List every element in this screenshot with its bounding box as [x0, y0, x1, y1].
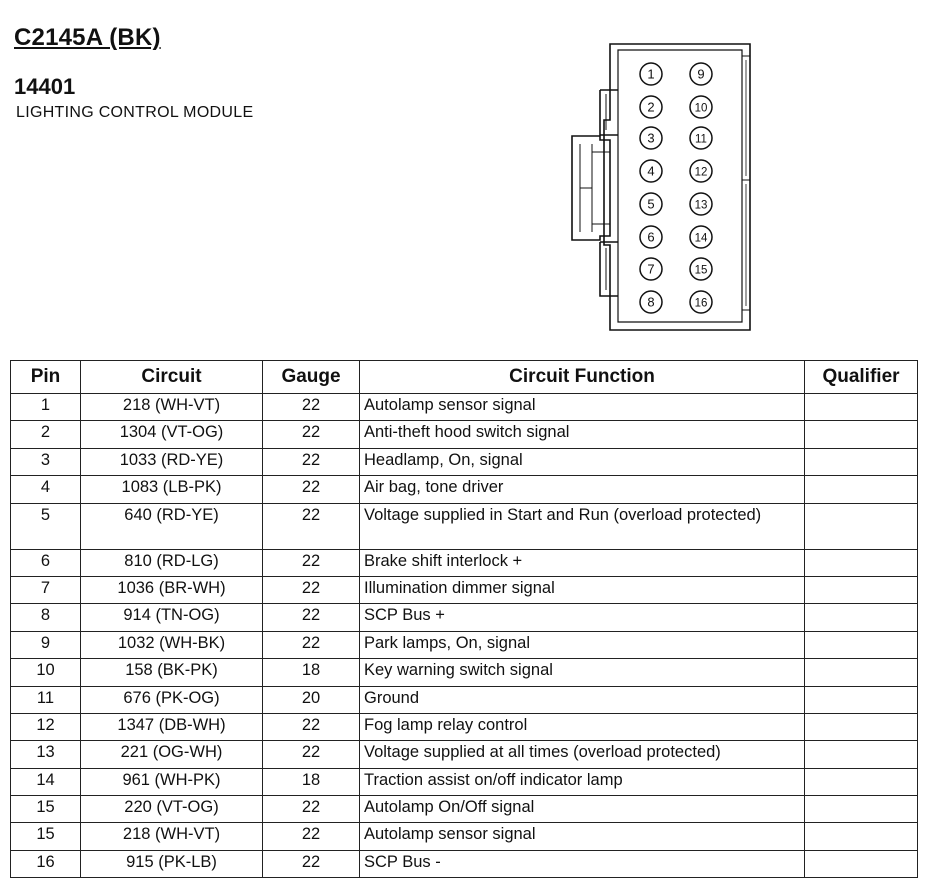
circuit-cell: 1304 (VT-OG) — [81, 421, 263, 448]
pin-number-label: 15 — [694, 264, 708, 277]
function-cell: Autolamp On/Off signal — [360, 796, 805, 823]
circuit-cell: 1347 (DB-WH) — [81, 713, 263, 740]
part-description: LIGHTING CONTROL MODULE — [16, 104, 254, 121]
pin-number-label: 7 — [647, 261, 655, 277]
qualifier-cell — [805, 850, 918, 877]
table-row — [11, 741, 918, 768]
table-row — [11, 796, 918, 823]
pin-number-label: 12 — [694, 166, 708, 179]
function-cell: Voltage supplied in Start and Run (overload protected) — [360, 503, 805, 549]
circuit-column-header: Circuit — [81, 361, 263, 394]
gauge-cell: 20 — [263, 686, 360, 713]
pin-cavity — [690, 160, 712, 182]
function-cell: Ground — [360, 686, 805, 713]
table-row — [11, 549, 918, 576]
circuit-cell: 221 (OG-WH) — [81, 741, 263, 768]
function-cell: Traction assist on/off indicator lamp — [360, 768, 805, 795]
function-cell: Illumination dimmer signal — [360, 576, 805, 603]
pin-cell: 15 — [11, 823, 81, 850]
function-cell: Anti-theft hood switch signal — [360, 421, 805, 448]
pin-cell: 11 — [11, 686, 81, 713]
qualifier-cell — [805, 448, 918, 475]
qualifier-cell — [805, 686, 918, 713]
circuit-cell: 1033 (RD-YE) — [81, 448, 263, 475]
gauge-column-header: Gauge — [263, 361, 360, 394]
pin-cavity — [640, 291, 662, 313]
function-cell: SCP Bus - — [360, 850, 805, 877]
qualifier-cell — [805, 631, 918, 658]
pin-cell: 16 — [11, 850, 81, 877]
pin-cell: 14 — [11, 768, 81, 795]
qualifier-cell — [805, 549, 918, 576]
circuit-cell: 1036 (BR-WH) — [81, 576, 263, 603]
qualifier-cell — [805, 823, 918, 850]
qualifier-cell — [805, 796, 918, 823]
pin-number-label: 4 — [647, 163, 655, 179]
circuit-cell: 158 (BK-PK) — [81, 659, 263, 686]
table-row — [11, 394, 918, 421]
circuit-cell: 1032 (WH-BK) — [81, 631, 263, 658]
circuit-cell: 676 (PK-OG) — [81, 686, 263, 713]
pin-cavity — [640, 226, 662, 248]
qualifier-cell — [805, 768, 918, 795]
function-cell: Fog lamp relay control — [360, 713, 805, 740]
gauge-cell: 22 — [263, 796, 360, 823]
circuit-cell: 915 (PK-LB) — [81, 850, 263, 877]
pin-cavity — [690, 127, 712, 149]
circuit-cell: 961 (WH-PK) — [81, 768, 263, 795]
table-row — [11, 659, 918, 686]
function-cell: Key warning switch signal — [360, 659, 805, 686]
pin-cell: 8 — [11, 604, 81, 631]
connector-top-tab — [600, 90, 618, 135]
pin-number-label: 11 — [695, 133, 707, 146]
table-row — [11, 823, 918, 850]
table-row — [11, 476, 918, 503]
pin-cavity — [690, 258, 712, 280]
pin-cell: 15 — [11, 796, 81, 823]
qualifier-column-header: Qualifier — [805, 361, 918, 394]
circuit-cell: 218 (WH-VT) — [81, 394, 263, 421]
function-column-header: Circuit Function — [360, 361, 805, 394]
qualifier-cell — [805, 421, 918, 448]
gauge-cell: 22 — [263, 604, 360, 631]
pin-cell: 1 — [11, 394, 81, 421]
pin-cavity — [640, 193, 662, 215]
circuit-cell: 914 (TN-OG) — [81, 604, 263, 631]
function-cell: Headlamp, On, signal — [360, 448, 805, 475]
circuit-cell: 640 (RD-YE) — [81, 503, 263, 549]
pin-number-label: 1 — [647, 66, 655, 82]
qualifier-cell — [805, 476, 918, 503]
pin-cell: 7 — [11, 576, 81, 603]
function-cell: Autolamp sensor signal — [360, 823, 805, 850]
pin-cavity — [690, 63, 712, 85]
pin-cell: 12 — [11, 713, 81, 740]
part-number: 14401 — [14, 74, 76, 99]
pin-number-label: 6 — [647, 229, 655, 245]
circuit-cell: 220 (VT-OG) — [81, 796, 263, 823]
circuit-cell: 810 (RD-LG) — [81, 549, 263, 576]
pin-cavity — [690, 226, 712, 248]
pin-number-label: 5 — [647, 196, 655, 212]
table-row — [11, 686, 918, 713]
function-cell: Autolamp sensor signal — [360, 394, 805, 421]
qualifier-cell — [805, 713, 918, 740]
pin-cavity — [640, 127, 662, 149]
pin-number-label: 3 — [647, 130, 655, 146]
pin-cell: 10 — [11, 659, 81, 686]
pin-number-label: 14 — [694, 232, 708, 245]
gauge-cell: 22 — [263, 741, 360, 768]
connector-housing-outline — [604, 44, 750, 330]
pin-cavity — [640, 63, 662, 85]
table-row — [11, 604, 918, 631]
pin-number-label: 16 — [694, 297, 708, 310]
pin-cavities — [640, 63, 712, 313]
gauge-cell: 22 — [263, 576, 360, 603]
qualifier-cell — [805, 576, 918, 603]
qualifier-cell — [805, 503, 918, 549]
gauge-cell: 18 — [263, 768, 360, 795]
function-cell: Brake shift interlock + — [360, 549, 805, 576]
circuit-cell: 218 (WH-VT) — [81, 823, 263, 850]
qualifier-cell — [805, 394, 918, 421]
table-row — [11, 713, 918, 740]
table-row — [11, 421, 918, 448]
table-row — [11, 576, 918, 603]
gauge-cell: 22 — [263, 549, 360, 576]
pin-cell: 3 — [11, 448, 81, 475]
pin-column-header: Pin — [11, 361, 81, 394]
table-header-row — [11, 361, 918, 394]
pin-number-label: 13 — [694, 199, 708, 212]
pin-cavity — [690, 291, 712, 313]
function-cell: Voltage supplied at all times (overload protected) — [360, 741, 805, 768]
gauge-cell: 22 — [263, 394, 360, 421]
gauge-cell: 18 — [263, 659, 360, 686]
gauge-cell: 22 — [263, 503, 360, 549]
gauge-cell: 22 — [263, 421, 360, 448]
connector-inner-wall — [618, 50, 742, 322]
qualifier-cell — [805, 741, 918, 768]
pin-number-label: 10 — [694, 102, 708, 115]
circuit-cell: 1083 (LB-PK) — [81, 476, 263, 503]
pin-cell: 4 — [11, 476, 81, 503]
gauge-cell: 22 — [263, 823, 360, 850]
table-row — [11, 768, 918, 795]
function-cell: SCP Bus + — [360, 604, 805, 631]
pin-cavity — [690, 96, 712, 118]
gauge-cell: 22 — [263, 476, 360, 503]
table-row — [11, 631, 918, 658]
gauge-cell: 22 — [263, 631, 360, 658]
pinout-table — [10, 360, 918, 878]
connector-bottom-tab — [600, 242, 618, 296]
pin-cavity — [640, 258, 662, 280]
table-row — [11, 448, 918, 475]
pin-cell: 2 — [11, 421, 81, 448]
gauge-cell: 22 — [263, 448, 360, 475]
table-row — [11, 850, 918, 877]
pin-cell: 5 — [11, 503, 81, 549]
pin-cell: 6 — [11, 549, 81, 576]
pin-number-label: 8 — [647, 294, 655, 310]
connector-face-diagram — [570, 40, 760, 340]
function-cell: Air bag, tone driver — [360, 476, 805, 503]
pin-number-label: 2 — [647, 99, 655, 115]
pin-cavity — [690, 193, 712, 215]
qualifier-cell — [805, 659, 918, 686]
connector-id-title: C2145A (BK) — [14, 24, 161, 51]
function-cell: Park lamps, On, signal — [360, 631, 805, 658]
qualifier-cell — [805, 604, 918, 631]
pin-cell: 13 — [11, 741, 81, 768]
gauge-cell: 22 — [263, 713, 360, 740]
pin-cavity — [640, 160, 662, 182]
pin-cell: 9 — [11, 631, 81, 658]
table-row — [11, 503, 918, 549]
pin-cavity — [640, 96, 662, 118]
gauge-cell: 22 — [263, 850, 360, 877]
pin-number-label: 9 — [697, 66, 705, 82]
